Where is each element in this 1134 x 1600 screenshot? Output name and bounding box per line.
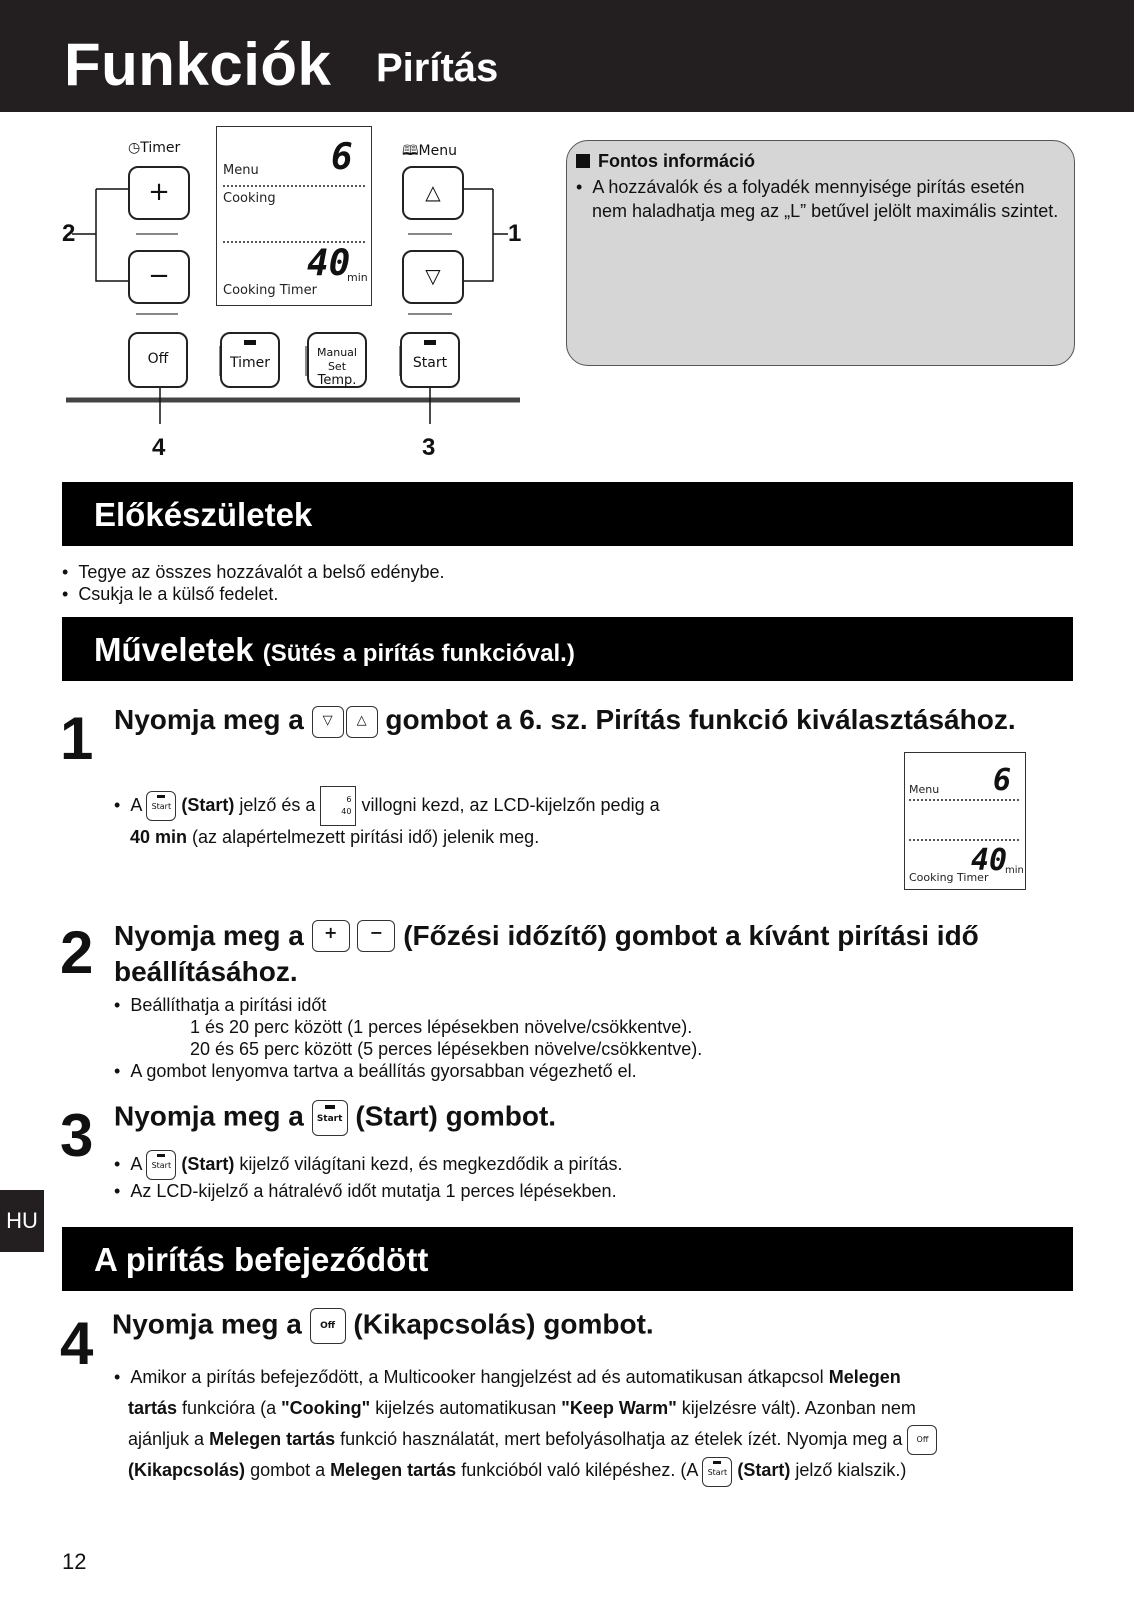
timer-label: ◷Timer [128,140,181,156]
step-number: 4 [60,1310,94,1377]
lcd-divider [223,185,365,187]
book-icon: 🕮 [402,143,419,159]
lcd-cooking-timer-label: Cooking Timer [223,283,317,298]
step-note: • Beállíthatja a pirítási időt 1 és 20 perc között (1 perces lépésekben növelve/csökkentve). 20 és 65 perc között (5 perces lépésekben növelve/csökkentve). • A gombot lenyomva tartva a beállítás gyorsabban végezhető el. [114,995,703,1081]
menu-label: 🕮Menu [402,143,457,159]
square-bullet-icon [576,154,590,168]
step-number: 3 [60,1102,94,1169]
list-item: • Csukja le a külső fedelet. [62,584,279,604]
step-number: 2 [60,919,94,986]
start-indicator [424,340,436,345]
lcd-menu-label: Menu [223,163,259,178]
start-key-icon: Start [702,1457,732,1487]
lcd-divider [909,839,1019,841]
list-item: • Tegye az összes hozzávalót a belső edénybe. [62,562,445,582]
step-note: • A Start (Start) kijelző világítani kezd, és megkezdődik a pirítás. • Az LCD-kijelző a hátralévő időt mutatja 1 perces lépésekben. [114,1150,623,1202]
info-heading: Fontos információ [576,151,755,172]
minus-key-icon: − [357,920,395,952]
timer-indicator [244,340,256,345]
step1-lcd-display: Menu 6 40 min Cooking Timer [904,752,1026,890]
page-number: 12 [62,1549,87,1574]
step-note: • Amikor a pirítás befejeződött, a Multicooker hangjelzést ad és automatikusan átkapcsol Melegen tartás funkcióra (a "Cooking" kijelzés automatikusan "Keep Warm" kijelzésre vált). Azonban nem ajánljuk a Melegen tartás funkció használatát, mert befolyásolhatja az ételek ízét. Nyomja meg a Off (Kikapcsolás) gombot a Melegen tartás funkcióból való kilépéshez. (A Start (Start) jelző kialszik.) [114,1362,1014,1487]
lcd-divider [909,799,1019,801]
step-heading: Nyomja meg a ▽ △ gombot a 6. sz. Pirítás funkció kiválasztásához. [114,704,1016,738]
start-key-icon: Start [312,1100,348,1136]
up-key-icon: △ [346,706,378,738]
page-subtitle: Pirítás [376,46,499,90]
start-key-icon: Start [146,1150,176,1180]
timer-plus-button[interactable]: + [128,166,190,220]
section-title-preparations: Előkészületek [94,496,313,533]
control-panel-diagram [60,124,540,474]
callout-4: 4 [152,434,166,461]
step-heading: Nyomja meg a + − (Főzési időzítő) gombot a kívánt pirítási idő beállításához. [114,920,979,987]
lcd-menu-value: 6 [331,137,353,178]
plus-key-icon: + [312,920,350,952]
section-title-finished: A pirítás befejeződött [94,1241,429,1278]
timer-button[interactable]: Timer [220,332,280,388]
lcd-unit: min [347,271,368,284]
off-key-icon: Off [907,1425,937,1455]
menu-down-button[interactable]: ▽ [402,250,464,304]
start-key-icon: Start [146,791,176,821]
menu-up-button[interactable]: △ [402,166,464,220]
step-number: 1 [60,705,94,772]
step-heading: Nyomja meg a Start (Start) gombot. [114,1100,556,1136]
step-heading: Nyomja meg a Off (Kikapcsolás) gombot. [112,1308,654,1344]
lcd-mini-icon: 6 40 [320,786,356,826]
off-key-icon: Off [310,1308,346,1344]
lcd-display [216,126,372,306]
step-note: • A Start (Start) jelző és a 6 40 villogni kezd, az LCD-kijelzőn pedig a 40 min (az alapértelmezett pirítási idő) jelenik meg. [114,786,734,848]
start-button[interactable]: Start [400,332,460,388]
callout-1: 1 [508,220,522,247]
info-text: • A hozzávalók és a folyadék mennyisége pirítás esetén nem haladhatja meg az „L” betűvel jelölt maximális szintet. [576,177,1059,221]
lcd-cooking-label: Cooking [223,191,276,206]
clock-icon: ◷ [128,140,141,156]
down-key-icon: ▽ [312,706,344,738]
callout-2: 2 [62,220,76,247]
language-tab: HU [0,1190,44,1252]
off-button[interactable]: Off [128,332,188,388]
callout-3: 3 [422,434,436,461]
section-title-operations: Műveletek (Sütés a pirítás funkcióval.) [94,631,575,668]
manual-set-temp-button[interactable]: Manual Set Temp. [307,332,367,388]
timer-minus-button[interactable]: − [128,250,190,304]
important-info-box [566,140,1075,366]
page-title: Funkciók [64,31,332,98]
lcd-time-value: 40 [307,243,351,284]
